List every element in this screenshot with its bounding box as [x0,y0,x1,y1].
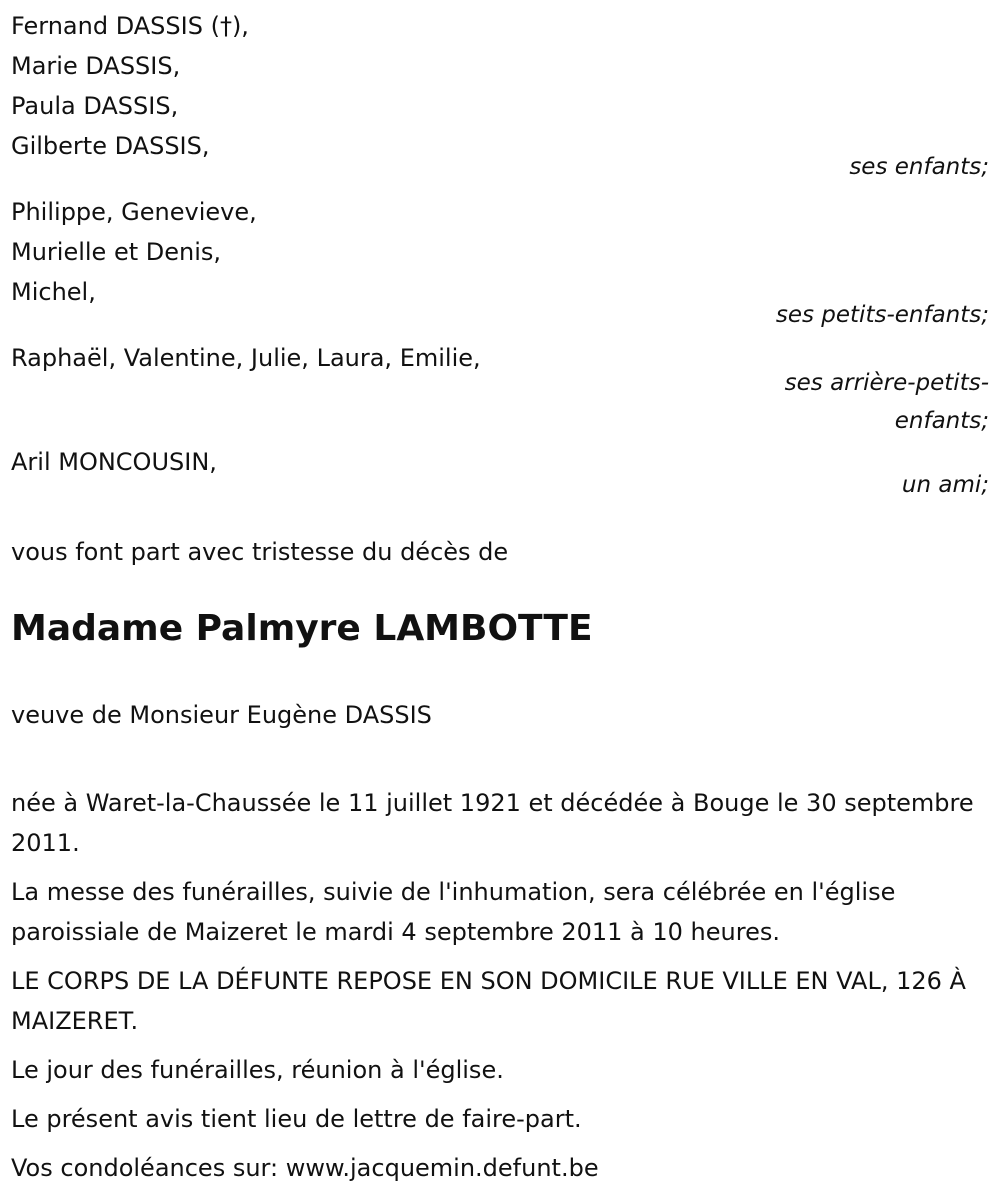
funeral-mass-info: La messe des funérailles, suivie de l'inhumation, sera célébrée en l'église paroissiale de Maizeret le mardi 4 septembre 2011 à 10 heures. [11,878,896,946]
announcement-text: vous font part avec tristesse du décès de [11,538,509,566]
grandchild-name: Murielle et Denis, [11,238,222,266]
obituary-notice [11,6,991,1197]
child-name: Paula DASSIS, [11,92,179,120]
body-rest-info: LE CORPS DE LA DÉFUNTE REPOSE EN SON DOMICILE RUE VILLE EN VAL, 126 À MAIZERET. [11,967,966,1035]
great-grandchildren-group [11,338,991,440]
child-name: Gilberte DASSIS, [11,132,210,160]
friend-group [11,442,991,504]
great-grandchildren-role-line2: enfants; [894,408,989,434]
widow-of-text: veuve de Monsieur Eugène DASSIS [11,701,432,729]
birth-death-info: née à Waret-la-Chaussée le 11 juillet 1921 et décédée à Bouge le 30 septembre 2011. [11,789,974,857]
friend-role: un ami; [901,472,989,498]
great-grandchildren-role-line1: ses arrière-petits- [784,370,989,396]
children-role: ses enfants; [849,154,989,180]
grandchildren-role: ses petits-enfants; [775,302,989,328]
great-grandchild-names: Raphaël, Valentine, Julie, Laura, Emilie, [11,344,481,372]
child-name: Marie DASSIS, [11,52,181,80]
meeting-info: Le jour des funérailles, réunion à l'église. [11,1056,504,1084]
deceased-name: Madame Palmyre LAMBOTTE [11,608,593,649]
grandchildren-group [11,192,991,334]
notice-info: Le présent avis tient lieu de lettre de faire-part. [11,1105,582,1133]
condolences-info: Vos condoléances sur: www.jacquemin.defunt.be [11,1154,599,1182]
grandchild-name: Philippe, Genevieve, [11,198,257,226]
grandchild-name: Michel, [11,278,96,306]
child-name: Fernand DASSIS (†), [11,12,249,40]
friend-name: Aril MONCOUSIN, [11,448,217,476]
children-group [11,6,991,186]
funeral-details [11,783,991,1188]
